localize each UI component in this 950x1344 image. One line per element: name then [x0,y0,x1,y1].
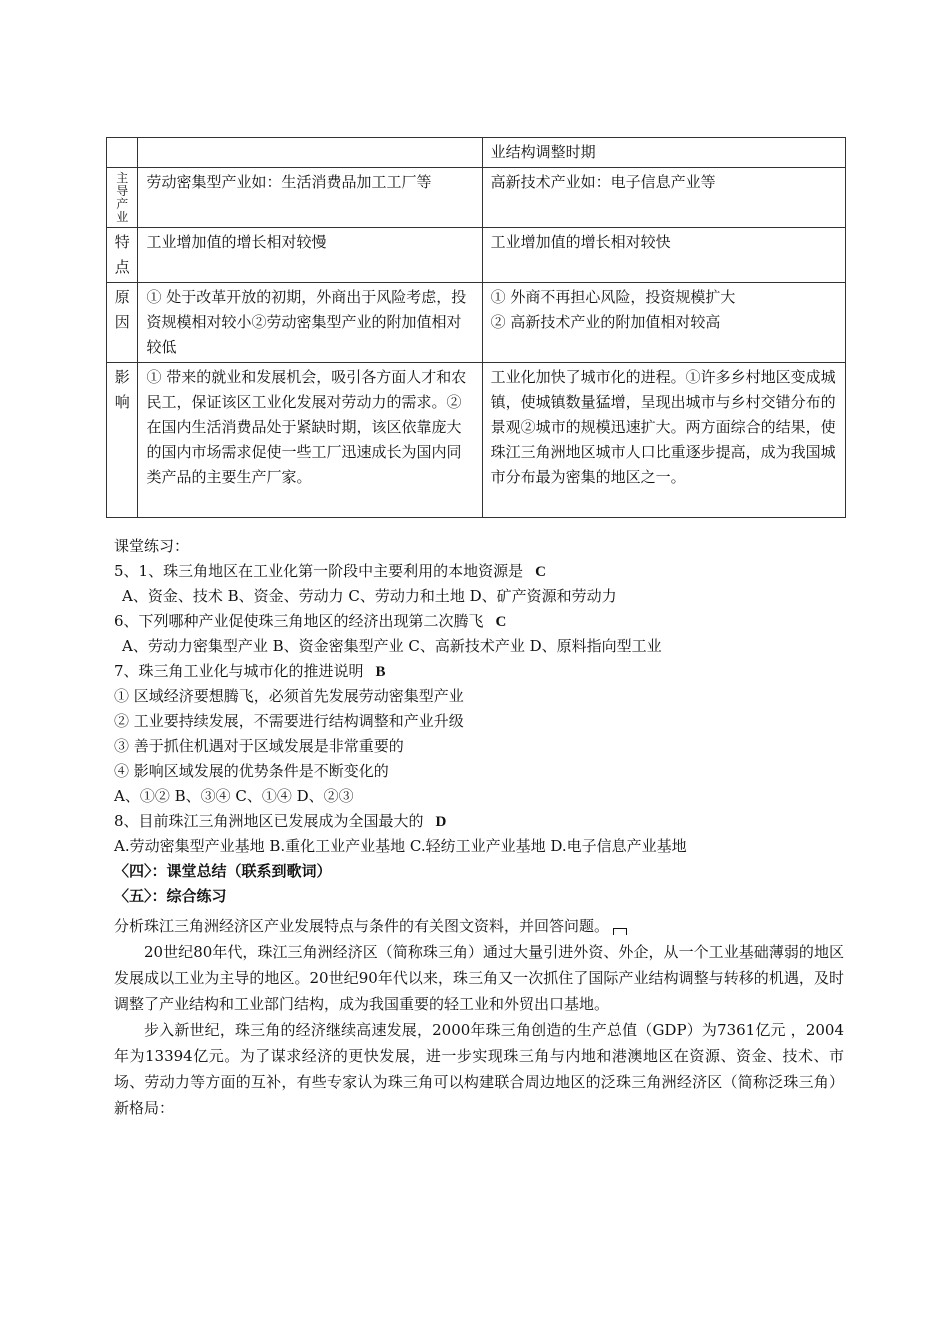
question-7 [114,659,844,684]
cell-stage-one: 劳动密集型产业如：生活消费品加工工厂等 [138,168,482,228]
row-header-features: 特点 [107,228,138,283]
question-7-options: A、①② B、③④ C、①④ D、②③ [114,787,354,805]
cell-stage-two [482,283,845,363]
question-8 [114,809,844,834]
cell-stage-two: 业结构调整时期 [482,138,845,168]
answer-label: B [375,664,386,680]
table-row [107,168,846,228]
question-text: 5、1、珠三角地区在工业化第一阶段中主要利用的本地资源是 [114,562,524,580]
answer-label: C [535,564,546,580]
question-6 [114,609,844,634]
exercise-section [114,914,844,1121]
answer-label: D [435,814,447,830]
practice-title: 课堂练习： [114,537,190,555]
row-header-causes: 原因 [107,283,138,363]
intro-text: 分析珠江三角洲经济区产业发展特点与条件的有关图文资料，并回答问题。 [114,917,610,935]
cell-stage-two: 工业化加快了城市化的进程。①许多乡村地区变成城镇，使城镇数量猛增，呈现出城市与乡村交错分布的景观②城市的规模迅速扩大。两方面综合的结果，使珠江三角洲地区城市人口比重逐步提高，成为我国城市分布最为密集的地区之一。 [482,363,845,518]
question-text: 6、下列哪种产业促使珠三角地区的经济出现第二次腾飞 [114,612,484,630]
question-5-options: A、资金、技术 B、资金、劳动力 C、劳动力和土地 D、矿产资源和劳动力 [122,587,617,605]
question-8-options: A.劳动密集型产业基地 B.重化工业产业基地 C.轻纺工业产业基地 D.电子信息产业基地 [114,837,687,855]
cause-item: ② 高新技术产业的附加值相对较高 [490,313,721,331]
table-row [107,283,846,363]
table-row [107,363,846,518]
statement-2: ② 工业要持续发展，不需要进行结构调整和产业升级 [114,712,464,730]
section-heading-exercise: 〈五〉：综合练习 [114,887,227,905]
cell-stage-one: ① 处于改革开放的初期，外商出于风险考虑，投资规模相对较小②劳动密集型产业的附加值相对较低 [138,283,482,363]
question-text: 7、珠三角工业化与城市化的推进说明 [114,662,364,680]
row-header-leading-industry: 主导产业 [107,168,138,228]
row-header-impact: 影响 [107,363,138,518]
question-5 [114,559,844,584]
cell-stage-one [138,138,482,168]
exercise-intro [114,914,844,939]
question-text: 8、目前珠江三角洲地区已发展成为全国最大的 [114,812,424,830]
cell-stage-two: 高新技术产业如：电子信息产业等 [482,168,845,228]
cause-item: ① 外商不再担心风险，投资规模扩大 [490,288,736,306]
cell-stage-one: 工业增加值的增长相对较慢 [138,228,482,283]
question-6-options: A、劳动力密集型产业 B、资金密集型产业 C、高新技术产业 D、原料指向型工业 [122,637,662,655]
answer-label: C [495,614,507,630]
industry-comparison-table [106,137,846,518]
row-header [107,138,138,168]
paragraph: 步入新世纪，珠三角的经济继续高速发展，2000年珠三角创造的生产总值（GDP）为7361亿元 ，2004年为13394亿元。为了谋求经济的更快发展，进一步实现珠三角与内地和港澳地区在资源、资金、技术、市场、劳动力等方面的互补，有些专家认为珠三角可以构建联合周边地区的泛珠三角洲经济区（简称泛珠三角）新格局： [114,1021,844,1117]
cell-stage-two: 工业增加值的增长相对较快 [482,228,845,283]
table-row [107,138,846,168]
statement-3: ③ 善于抓住机遇对于区域发展是非常重要的 [114,737,404,755]
table-row [107,228,846,283]
bracket-mark-icon [613,928,627,935]
section-heading-summary: 〈四〉：课堂总结（联系到歌词） [114,862,332,880]
paragraph: 20世纪80年代，珠江三角洲经济区（简称珠三角）通过大量引进外资、外企，从一个工业基础薄弱的地区发展成以工业为主导的地区。20世纪90年代以来，珠三角又一次抓住了国际产业结构调整与转移的机遇，及时调整了产业结构和工业部门结构，成为我国重要的轻工业和外贸出口基地。 [114,943,844,1013]
practice-section [114,534,844,909]
cell-stage-one: ① 带来的就业和发展机会，吸引各方面人才和农民工，保证该区工业化发展对劳动力的需求。②在国内生活消费品处于紧缺时期，该区依靠庞大的国内市场需求促使一些工厂迅速成长为国内同类产品的主要生产厂家。 [138,363,482,518]
statement-4: ④ 影响区域发展的优势条件是不断变化的 [114,762,389,780]
statement-1: ① 区域经济要想腾飞，必须首先发展劳动密集型产业 [114,687,464,705]
